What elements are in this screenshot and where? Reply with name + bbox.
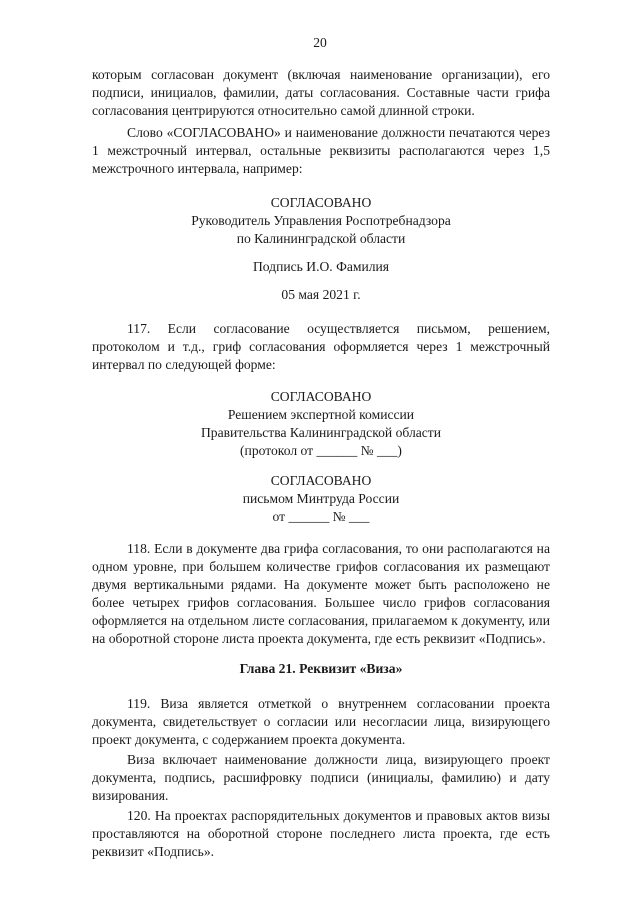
chapter-heading: Глава 21. Реквизит «Виза» bbox=[239, 661, 403, 676]
stamp-title: СОГЛАСОВАНО bbox=[270, 473, 372, 488]
paragraph-text: 119. Виза является отметкой о внутреннем согласовании проекта документа, свидетельствует о согласии или несогласии лица, визирующего проект документа, с содержанием проекта документа. bbox=[92, 696, 550, 747]
paragraph-text: 120. На проектах распорядительных документов и правовых актов визы проставляются на оборотной стороне последнего листа проекта, где есть реквизит «Подпись». bbox=[92, 808, 550, 859]
paragraph-text: 117. Если согласование осуществляется письмом, решением, протоколом и т.д., гриф согласования оформляется через 1 межстрочный интервал по следующей форме: bbox=[92, 321, 550, 372]
stamp-date: 05 мая 2021 г. bbox=[281, 287, 361, 302]
stamp-organization: по Калининградской области bbox=[236, 231, 406, 246]
paragraph-120 bbox=[92, 807, 550, 861]
stamp-number: от ______ № ___ bbox=[272, 509, 370, 524]
stamp-letter: письмом Минтруда России bbox=[242, 491, 400, 506]
paragraph-example-intro bbox=[92, 124, 550, 178]
page-number: 20 bbox=[313, 35, 327, 50]
approval-stamp-example-3 bbox=[92, 472, 550, 526]
approval-stamp-example-2 bbox=[92, 388, 550, 460]
approval-stamp-example-1 bbox=[92, 194, 550, 304]
stamp-organization: Правительства Калининградской области bbox=[200, 425, 442, 440]
paragraph-text: 118. Если в документе два грифа согласования, то они располагаются на одном уровне, при большем количестве грифов согласования их размещают двумя вертикальными рядами. На документе может быть расположено не более четырех грифов согласования. Большее число грифов согласования оформляется на отдельном листе согласования, прилагаемом к документу, или на оборотной стороне листа проекта документа, где есть реквизит «Подпись». bbox=[92, 541, 550, 646]
stamp-title: СОГЛАСОВАНО bbox=[270, 389, 372, 404]
paragraph-119 bbox=[92, 695, 550, 749]
paragraph-text: которым согласован документ (включая наименование организации), его подписи, инициалов, фамилии, даты согласования. Составные части грифа согласования центрируются относительно самой длинной строки. bbox=[92, 67, 550, 118]
stamp-protocol: (протокол от ______ № ___) bbox=[240, 443, 402, 458]
paragraph-continuation bbox=[92, 66, 550, 120]
stamp-decision: Решением экспертной комиссии bbox=[227, 407, 415, 422]
stamp-title: СОГЛАСОВАНО bbox=[270, 195, 372, 210]
stamp-signature: Подпись И.О. Фамилия bbox=[252, 259, 390, 274]
paragraph-text: Виза включает наименование должности лица, визирующего проект документа, подпись, расшифровку подписи (инициалы, фамилию) и дату визирования. bbox=[92, 752, 550, 803]
paragraph-117 bbox=[92, 320, 550, 374]
paragraph-118 bbox=[92, 540, 550, 648]
stamp-position: Руководитель Управления Роспотребнадзора bbox=[191, 213, 451, 228]
paragraph-visa bbox=[92, 751, 550, 805]
paragraph-text: Слово «СОГЛАСОВАНО» и наименование должности печатаются через 1 межстрочный интервал, остальные реквизиты располагаются через 1,5 межстрочного интервала, например: bbox=[92, 125, 550, 176]
